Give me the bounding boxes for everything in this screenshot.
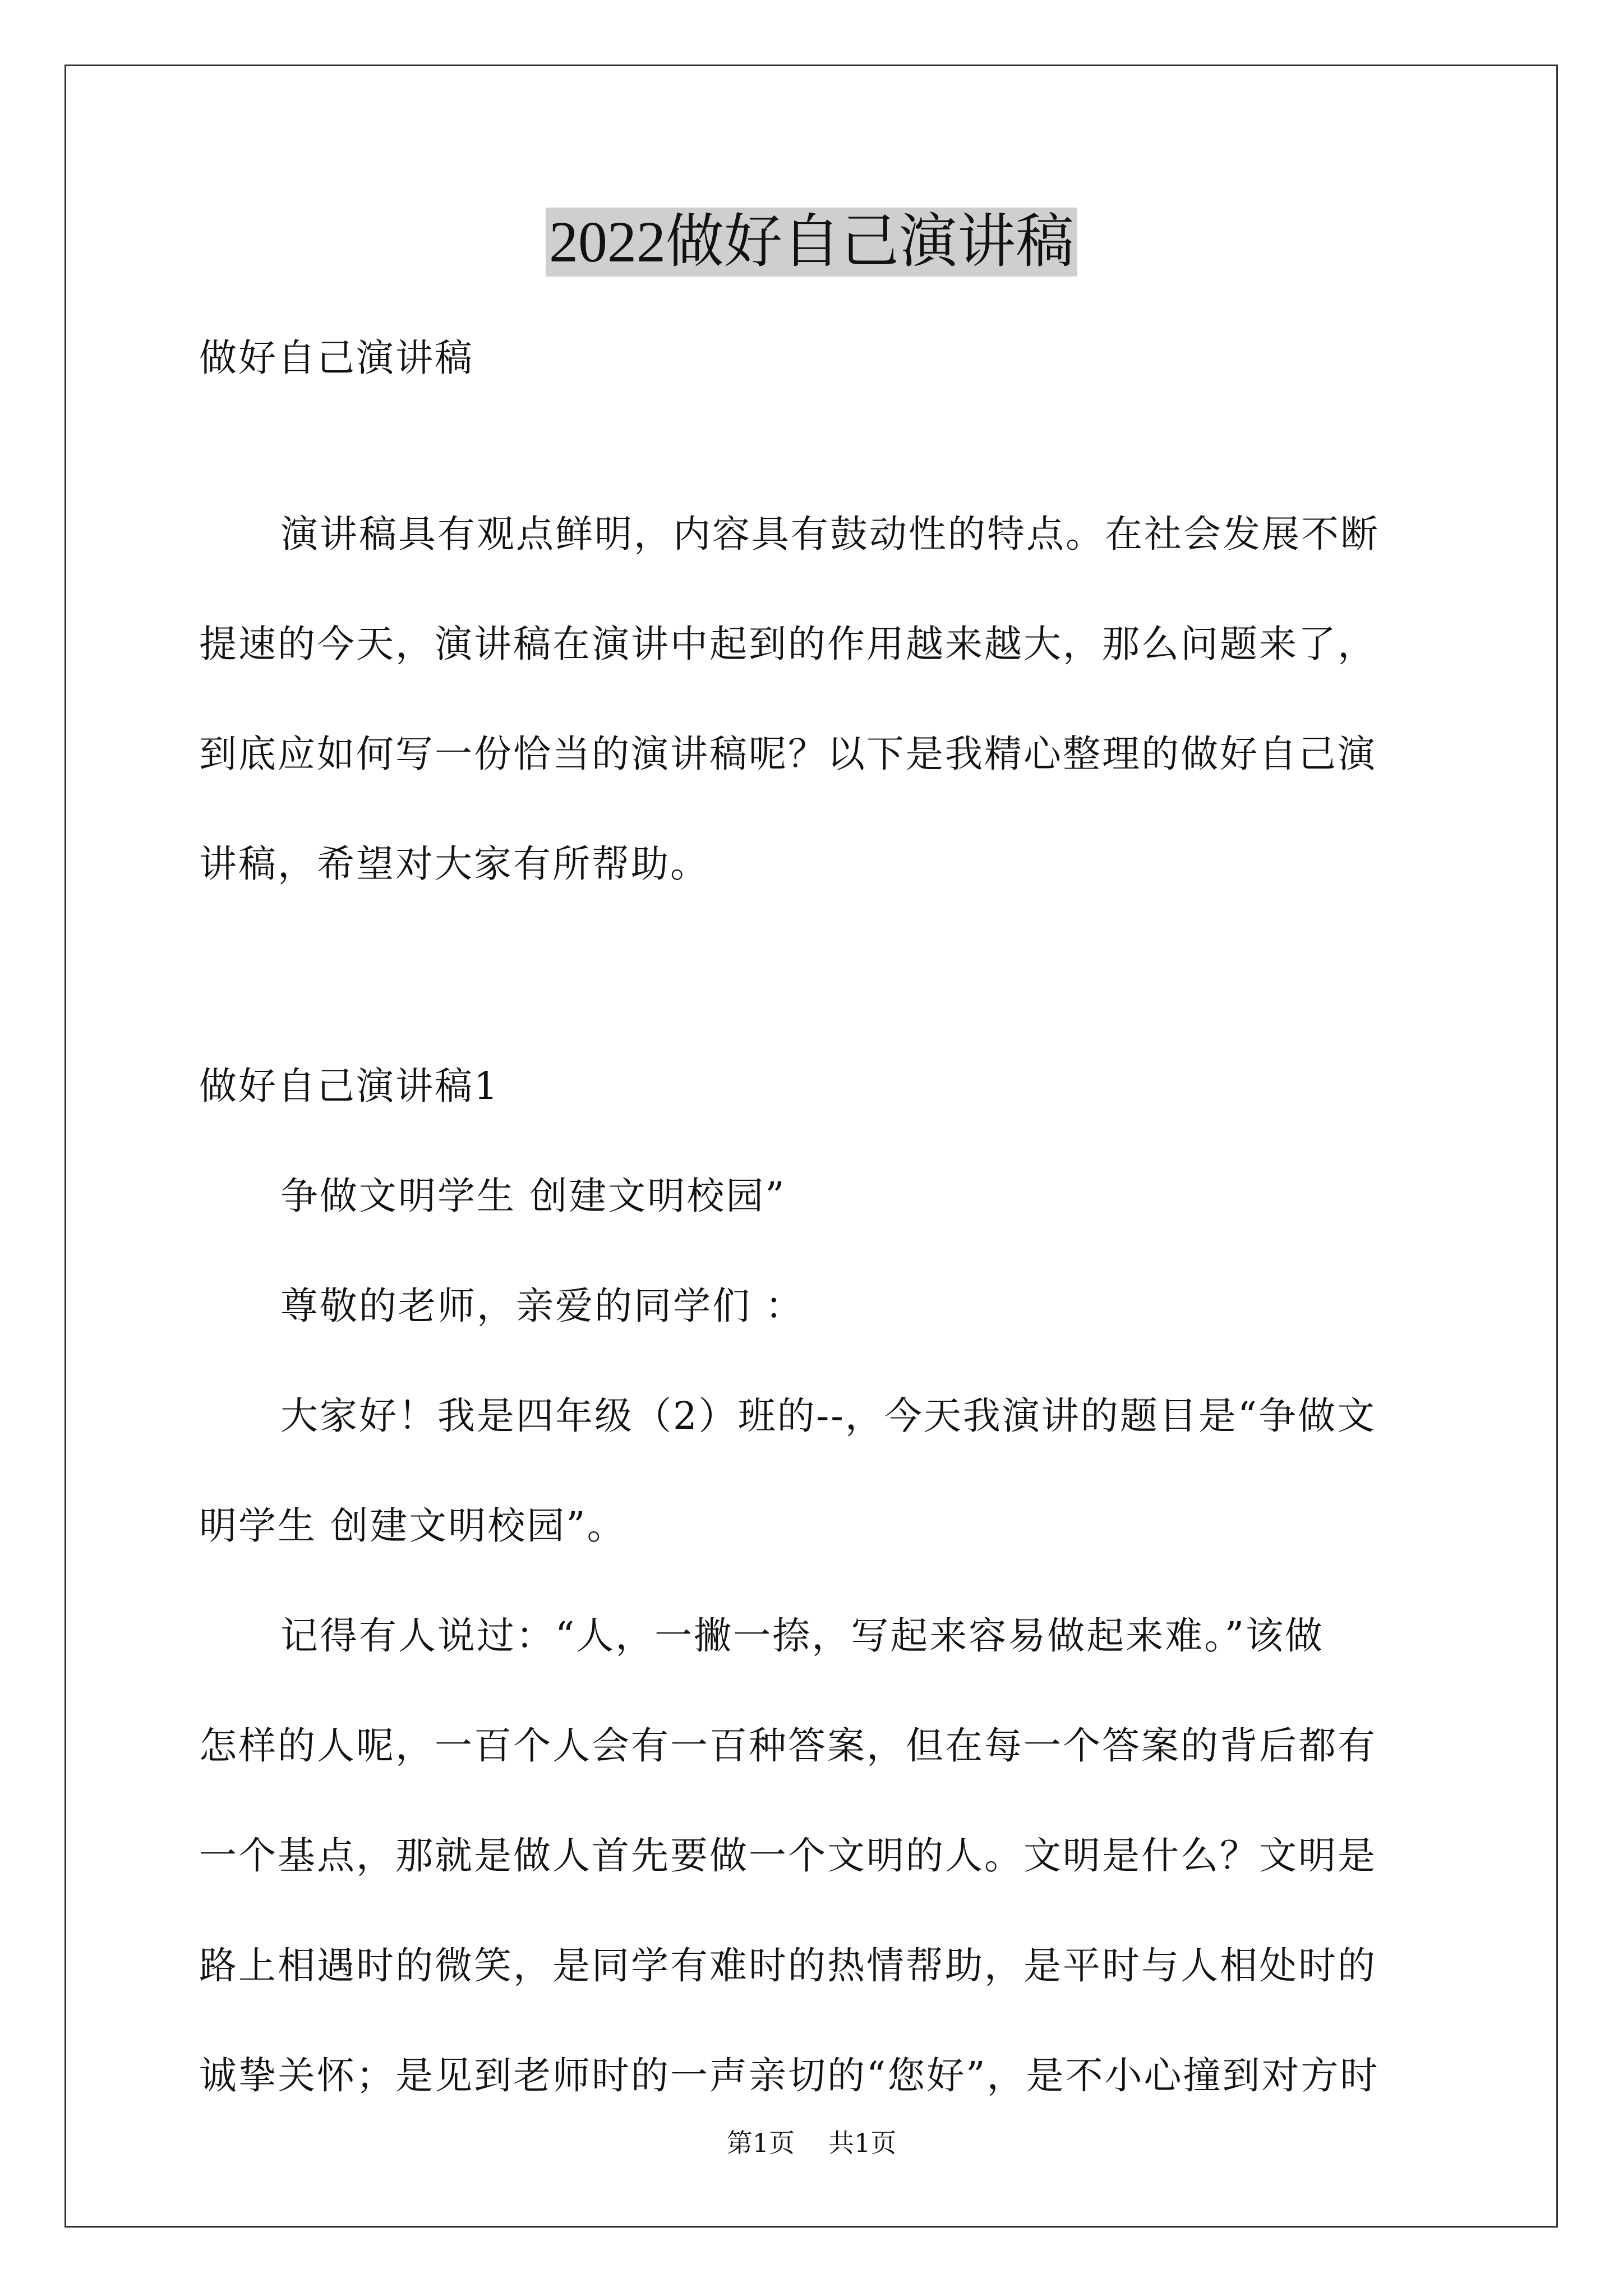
intro-line: 演讲稿具有观点鲜明，内容具有鼓动性的特点。在社会发展不断: [280, 512, 1380, 556]
paragraph-line: 路上相遇时的微笑，是同学有难时的热情帮助，是平时与人相处时的: [199, 1944, 1377, 1987]
subtitle: 做好自己演讲稿: [199, 336, 474, 380]
paragraph-line: 明学生 创建文明校园”。: [199, 1504, 626, 1548]
paragraph-line: 记得有人说过：“人，一撇一捺，写起来容易做起来难。”该做: [280, 1614, 1325, 1658]
section-heading: 做好自己演讲稿1: [199, 1064, 500, 1108]
page-total: 共1页: [828, 2128, 897, 2158]
greeting: 尊敬的老师，亲爱的同学们 ：: [280, 1284, 805, 1328]
intro-line: 到底应如何写一份恰当的演讲稿呢？以下是我精心整理的做好自己演: [199, 732, 1377, 776]
speech-title: 争做文明学生 创建文明校园”: [280, 1174, 786, 1218]
paragraph-line: 一个基点，那就是做人首先要做一个文明的人。文明是什么？文明是: [199, 1834, 1377, 1878]
paragraph-2: [199, 1581, 1433, 2131]
page-footer: [0, 2126, 1623, 2160]
paragraph-line: 大家好！我是四年级（2）班的--，今天我演讲的题目是“争做文: [280, 1394, 1377, 1438]
document-title: [0, 203, 1623, 282]
intro-line: 提速的今天，演讲稿在演讲中起到的作用越来越大，那么问题来了，: [199, 622, 1377, 666]
intro-paragraph: [199, 479, 1433, 919]
page-number: 第1页: [726, 2128, 795, 2158]
document-title-text: 2022做好自己演讲稿: [546, 208, 1077, 277]
intro-line: 讲稿，希望对大家有所帮助。: [199, 842, 709, 886]
paragraph-line: 诚挚关怀；是见到老师时的一声亲切的“您好”，是不小心撞到对方时: [199, 2054, 1380, 2097]
document-body: [199, 303, 1433, 2131]
paragraph-line: 怎样的人呢，一百个人会有一百种答案，但在每一个答案的背后都有: [199, 1724, 1377, 1768]
paragraph-1: [199, 1361, 1433, 1581]
